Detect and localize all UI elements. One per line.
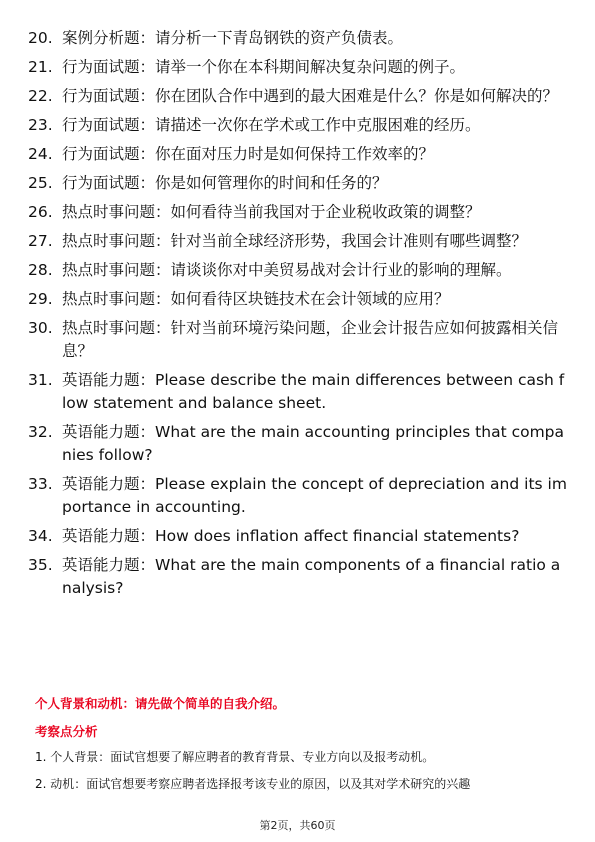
question-item [28,525,568,548]
question-item [28,259,568,282]
question-text: 热点时事问题：请谈谈你对中美贸易战对会计行业的影响的理解。 [62,261,512,279]
question-text: 行为面试题：你在团队合作中遇到的最大困难是什么？你是如何解决的？ [62,87,559,105]
section-heading: 个人背景和动机：请先做个简单的自我介绍。 [35,696,286,711]
question-text: 英语能力题：How does inflation affect financial statements? [62,527,520,545]
question-text: 英语能力题：What are the main components of a financial ratio analysis? [62,556,561,597]
question-text: 行为面试题：请举一个你在本科期间解决复杂问题的例子。 [62,58,466,76]
question-text: 热点时事问题：针对当前全球经济形势，我国会计准则有哪些调整？ [62,232,528,250]
question-item [28,201,568,224]
question-number: 20. [28,29,53,47]
question-number: 23. [28,116,53,134]
question-text: 英语能力题：Please describe the main differences between cash flow statement and balance sheet. [62,371,565,412]
question-number: 29. [28,290,53,308]
question-text: 英语能力题：Please explain the concept of depreciation and its importance in accounting. [62,475,567,516]
question-number: 24. [28,145,53,163]
analysis-point: 1. 个人背景：面试官想要了解应聘者的教育背景、专业方向以及报考动机。 [35,750,435,764]
question-text: 英语能力题：What are the main accounting principles that companies follow? [62,423,565,464]
question-number: 25. [28,174,53,192]
page-footer: 第2页，共60页 [259,819,336,832]
question-number: 26. [28,203,53,221]
question-item [28,230,568,253]
question-number: 33. [28,475,53,493]
question-item [28,288,568,311]
question-item [28,143,568,166]
question-number: 21. [28,58,53,76]
question-text: 行为面试题：请描述一次你在学术或工作中克服困难的经历。 [62,116,481,134]
question-number: 27. [28,232,53,250]
question-text: 行为面试题：你是如何管理你的时间和任务的？ [62,174,388,192]
question-text: 热点时事问题：如何看待当前我国对于企业税收政策的调整？ [62,203,481,221]
analysis-points [35,749,575,803]
question-item [28,114,568,137]
question-text: 热点时事问题：针对当前环境污染问题，企业会计报告应如何披露相关信息？ [62,319,559,360]
question-item [28,473,568,519]
question-text: 行为面试题：你在面对压力时是如何保持工作效率的？ [62,145,435,163]
question-item [28,369,568,415]
analysis-point: 2. 动机：面试官想要考察应聘者选择报考该专业的原因，以及其对学术研究的兴趣 [35,777,471,791]
question-number: 30. [28,319,53,337]
question-item [28,317,568,363]
question-item [28,421,568,467]
question-item [28,27,568,50]
question-number: 34. [28,527,53,545]
question-number: 35. [28,556,53,574]
question-text: 案例分析题：请分析一下青岛钢铁的资产负债表。 [62,29,404,47]
question-item [28,172,568,195]
question-number: 31. [28,371,53,389]
question-item [28,85,568,108]
question-number: 28. [28,261,53,279]
question-item [28,56,568,79]
question-number: 32. [28,423,53,441]
question-list [28,27,568,606]
question-text: 热点时事问题：如何看待区块链技术在会计领域的应用？ [62,290,450,308]
analysis-heading: 考察点分析 [35,724,98,739]
question-number: 22. [28,87,53,105]
question-item [28,554,568,600]
